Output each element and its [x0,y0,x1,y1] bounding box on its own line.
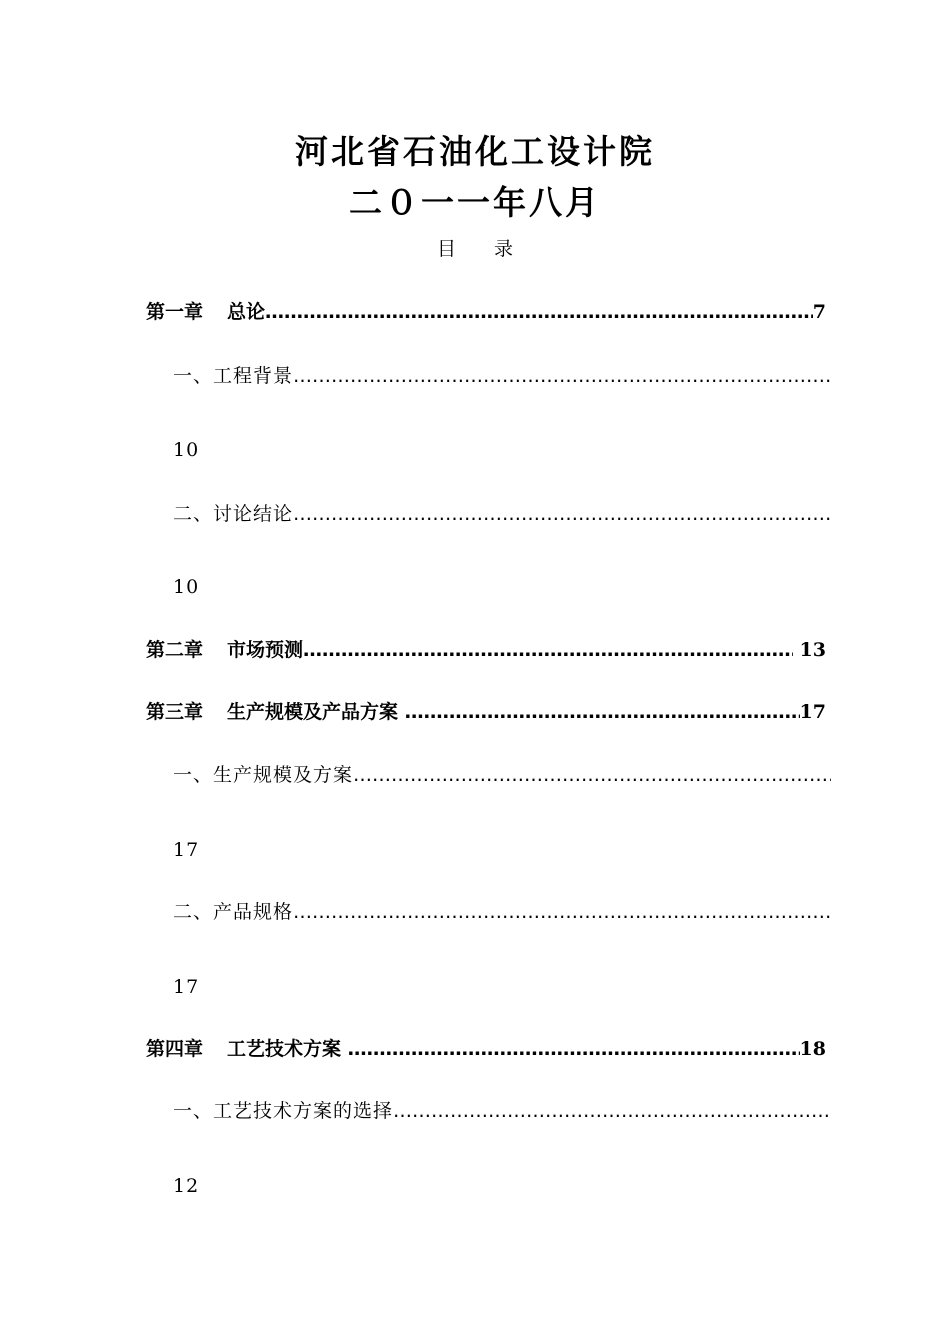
toc-heading [0,236,950,262]
section-title: 一、工程背景 [173,365,294,387]
chapter-title: 工艺技术方案 [227,1038,348,1060]
toc-section-4-1[interactable] [173,1097,831,1125]
dot-leader [293,500,831,528]
toc-chapter-4[interactable] [146,1035,826,1063]
section-title: 一、生产规模及方案 [173,764,354,786]
chapter-title: 生产规模及产品方案 [227,701,405,723]
toc-chapter-2[interactable] [146,636,826,664]
toc-chapter-1[interactable] [146,298,826,326]
toc-section-1-2[interactable] [173,500,831,528]
toc-section-3-2[interactable] [173,898,831,926]
section-page-number: 17 [173,839,200,861]
chapter-number: 第二章 [146,639,204,661]
chapter-page-number: 13 [792,639,826,661]
chapter-title: 市场预测 [227,639,304,661]
chapter-number: 第三章 [146,701,204,723]
toc-section-3-1[interactable] [173,761,831,789]
section-title: 一、工艺技术方案的选择 [173,1100,394,1122]
section-page-number: 17 [173,976,200,998]
toc-heading-right: 录 [494,238,514,260]
section-title: 二、产品规格 [173,901,294,923]
document-date: 二０一一年八月 [349,183,601,222]
section-page-number: 10 [173,439,200,461]
organization-title: 河北省石油化工设计院 [295,132,655,171]
chapter-page-number: 18 [799,1038,826,1060]
chapter-number: 第四章 [146,1038,204,1060]
dot-leader [348,1035,800,1063]
section-title: 二、讨论结论 [173,503,294,525]
chapter-page-number: 17 [799,701,826,723]
dot-leader [405,698,800,726]
chapter-page-number: 7 [812,301,826,323]
section-page-number: 10 [173,576,200,598]
chapter-title: 总论 [227,301,266,323]
dot-leader [293,898,831,926]
dot-leader [265,298,813,326]
dot-leader [393,1097,831,1125]
toc-heading-left: 目 [436,238,456,260]
dot-leader [293,362,831,390]
dot-leader [303,636,793,664]
chapter-number: 第一章 [146,301,204,323]
toc-section-1-1[interactable] [173,362,831,390]
toc-chapter-3[interactable] [146,698,826,726]
dot-leader [353,761,831,789]
section-page-number: 12 [173,1175,200,1197]
